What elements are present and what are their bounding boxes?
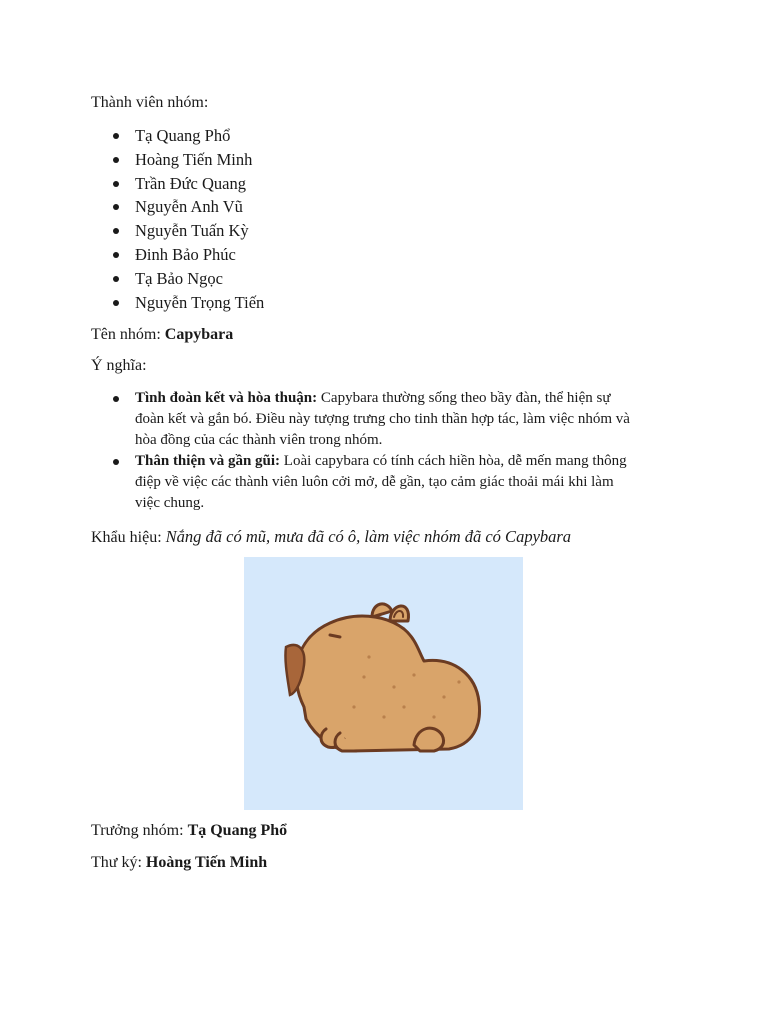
capybara-ear-back [372,604,392,617]
slogan-value: Nắng đã có mũ, mưa đã có ô, làm việc nhóm đã có Capybara [165,527,572,546]
team-name-label: Tên nhóm: [91,326,165,343]
bullet-icon [113,157,119,163]
meaning-text: việc chung. [135,495,205,511]
meanings-list [91,388,691,514]
members-heading: Thành viên nhóm: [91,94,209,111]
capybara-eye [330,635,340,637]
bullet-icon [113,204,119,210]
slogan-label: Khẩu hiệu: [91,529,166,546]
meaning-text: hòa đồng của các thành viên trong nhóm. [135,432,383,448]
meaning-heading: Ý nghĩa: [91,357,147,374]
meaning-text: điệp về việc các thành viên luôn cởi mở, dễ gần, tạo cảm giác thoải mái khi làm [135,474,614,490]
secretary-line [91,853,267,873]
member-name: Trần Đức Quang [135,173,246,193]
capybara-image [244,557,523,810]
list-item [91,267,264,291]
secretary-value: Hoàng Tiến Minh [145,854,268,871]
list-item [91,451,691,514]
list-item [91,219,264,243]
meaning-title: Thân thiện và gần gũi: [135,453,281,469]
leader-value: Tạ Quang Phổ [187,822,288,839]
member-name: Nguyễn Trọng Tiến [135,292,265,312]
member-name: Tạ Quang Phổ [135,126,231,145]
member-name: Nguyễn Anh Vũ [135,197,243,217]
bullet-icon [113,276,119,282]
members-list [91,124,264,314]
bullet-icon [113,396,119,402]
meaning-text: Capybara thường sống theo bầy đàn, thể hiện sự [317,390,611,406]
member-name: Nguyễn Tuấn Kỳ [135,221,249,241]
bullet-icon [113,228,119,234]
secretary-label: Thư ký: [91,854,146,871]
leader-line [91,821,287,841]
capybara-back-leg [414,728,444,751]
list-item [91,195,264,219]
team-name-value: Capybara [164,326,234,343]
member-name: Hoàng Tiến Minh [135,149,253,169]
meaning-text: đoàn kết và gắn bó. Điều này tượng trưng cho tinh thần hợp tác, làm việc nhóm và [135,411,630,427]
bullet-icon [113,133,119,139]
team-name-line [91,325,233,345]
slogan-line [91,527,571,548]
bullet-icon [113,459,119,465]
bullet-icon [113,300,119,306]
list-item [91,148,264,172]
capybara-icon [244,557,523,810]
member-name: Tạ Bảo Ngọc [135,268,223,288]
meaning-text: Loài capybara có tính cách hiền hòa, dễ mến mang thông [280,453,627,469]
bullet-icon [113,181,119,187]
capybara-ear-front [390,606,408,621]
meaning-title: Tình đoàn kết và hòa thuận: [135,390,318,406]
list-item [91,388,691,451]
bullet-icon [113,252,119,258]
list-item [91,172,264,196]
list-item [91,291,264,315]
list-item [91,124,264,148]
list-item [91,243,264,267]
leader-label: Trưởng nhóm: [91,822,188,839]
member-name: Đinh Bảo Phúc [135,244,236,264]
